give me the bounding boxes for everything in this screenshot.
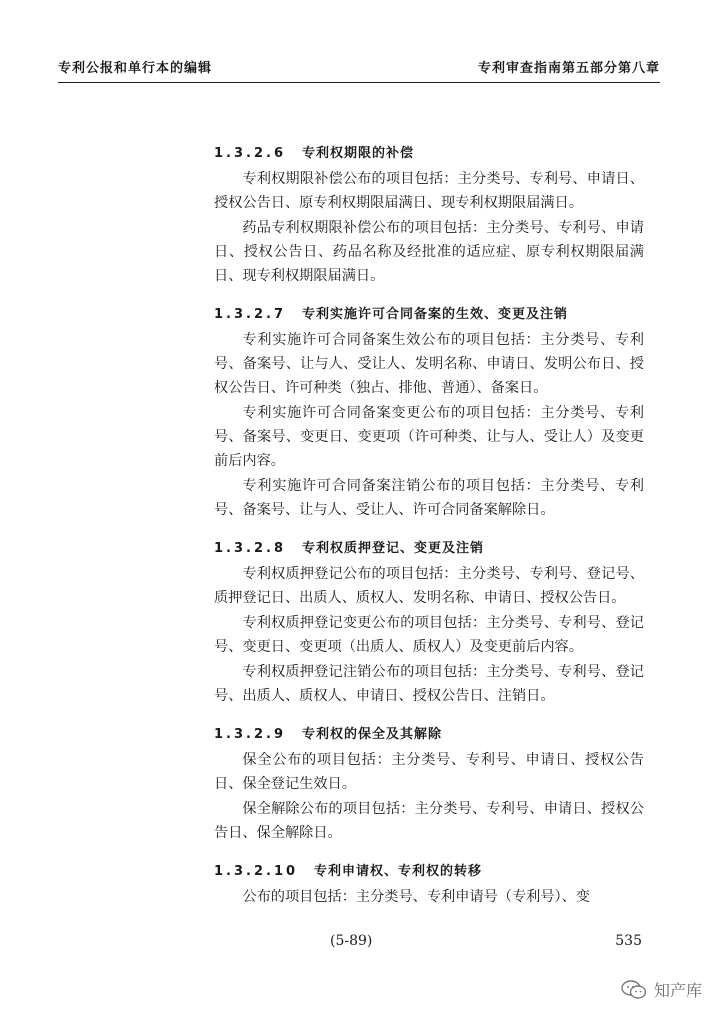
- section-heading: [214, 722, 644, 748]
- paragraph: 专利实施许可合同备案注销公布的项目包括：主分类号、专利号、备案号、让与人、受让人、许可合同备案解除日。: [214, 478, 644, 518]
- section-title: 专利实施许可合同备案的生效、变更及注销: [302, 307, 569, 322]
- paragraph: 保全解除公布的项目包括：主分类号、专利号、申请日、授权公告日、保全解除日。: [214, 801, 644, 841]
- section-heading: [214, 302, 644, 328]
- section: [214, 722, 644, 845]
- running-header: [58, 57, 660, 79]
- main-content: [214, 141, 644, 909]
- section-title: 专利权质押登记、变更及注销: [302, 541, 485, 556]
- section: [214, 141, 644, 288]
- section-number: 1.3.2.10: [214, 864, 299, 879]
- paragraph: 药品专利权期限补偿公布的项目包括：主分类号、专利号、申请日、授权公告日、药品名称及经批准的适应症、原专利权期限届满日、现专利权期限届满日。: [214, 220, 644, 284]
- section-number: 1.3.2.7: [214, 307, 286, 322]
- paragraph: 专利权质押登记公布的项目包括：主分类号、专利号、登记号、质押登记日、出质人、质权人、发明名称、申请日、授权公告日。: [214, 566, 644, 606]
- footer-page-label: (5-89): [330, 933, 373, 949]
- section-heading: [214, 141, 644, 167]
- header-divider: [58, 82, 660, 83]
- watermark-text: 知产库: [653, 981, 702, 1000]
- section-title: 专利申请权、专利权的转移: [314, 864, 483, 879]
- watermark: [620, 978, 702, 1001]
- section: [214, 859, 644, 909]
- paragraph: 公布的项目包括：主分类号、专利申请号（专利号）、变: [242, 889, 590, 905]
- paragraph: 专利实施许可合同备案变更公布的项目包括：主分类号、专利号、备案号、变更日、变更项（许可种类、让与人、受让人）及变更前后内容。: [214, 405, 644, 469]
- header-guide-reference: 专利审查指南第五部分第八章: [477, 61, 660, 76]
- section-title: 专利权期限的补偿: [302, 146, 415, 161]
- section-number: 1.3.2.6: [214, 146, 286, 161]
- paragraph: 专利权期限补偿公布的项目包括：主分类号、专利号、申请日、授权公告日、原专利权期限届满日、现专利权期限届满日。: [214, 171, 644, 211]
- paragraph: 专利实施许可合同备案生效公布的项目包括：主分类号、专利号、备案号、让与人、受让人、发明名称、申请日、发明公布日、授权公告日、许可种类（独占、排他、普通）、备案日。: [214, 332, 644, 396]
- section: [214, 536, 644, 708]
- section-heading: [214, 536, 644, 562]
- paragraph: 专利权质押登记注销公布的项目包括：主分类号、专利号、登记号、出质人、质权人、申请日、授权公告日、注销日。: [214, 664, 644, 704]
- section-heading: [214, 859, 644, 885]
- paragraph: 保全公布的项目包括：主分类号、专利号、申请日、授权公告日、保全登记生效日。: [214, 752, 644, 792]
- section: [214, 302, 644, 522]
- wechat-icon: [620, 979, 648, 1001]
- section-title: 专利权的保全及其解除: [302, 727, 443, 742]
- header-chapter-title: 专利公报和单行本的编辑: [58, 61, 213, 76]
- footer-page-number: 535: [615, 933, 642, 949]
- section-number: 1.3.2.8: [214, 541, 286, 556]
- section-number: 1.3.2.9: [214, 727, 286, 742]
- paragraph: 专利权质押登记变更公布的项目包括：主分类号、专利号、登记号、变更日、变更项（出质人、质权人）及变更前后内容。: [214, 615, 644, 655]
